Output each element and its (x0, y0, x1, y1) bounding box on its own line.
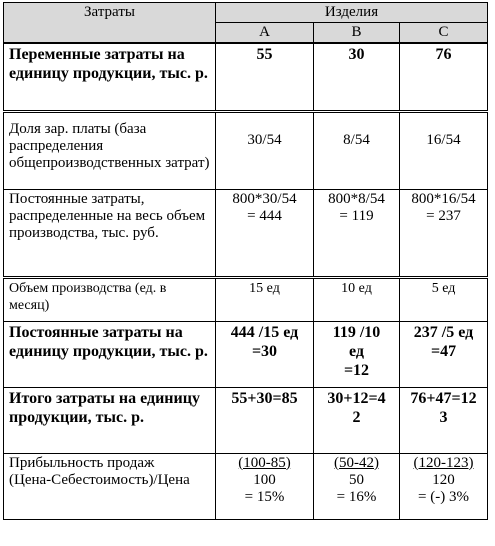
profitability-a-numerator: (100-85) (238, 454, 291, 471)
cell-variable-c: 76 (400, 43, 488, 111)
row-label-production-volume: Объем производства (ед. в месяц) (4, 277, 216, 321)
row-label-variable-costs: Переменные затраты на единицу продукции, тыс. р. (4, 43, 216, 111)
cell-fixed-per-unit-a: 444 /15 ед =30 (216, 321, 314, 387)
cell-fixed-allocated-b: 800*8/54 = 119 (314, 189, 400, 277)
profitability-c-result: 120 = (-) 3% (418, 471, 469, 505)
cell-volume-a: 15 ед (216, 277, 314, 321)
cell-profitability-c (400, 453, 488, 519)
cell-wage-share-a: 30/54 (216, 111, 314, 189)
profitability-a-result: 100 = 15% (244, 471, 285, 505)
cell-total-a: 55+30=85 (216, 387, 314, 453)
cell-wage-share-c: 16/54 (400, 111, 488, 189)
row-label-total-per-unit: Итого затраты на единицу продукции, тыс. р. (4, 387, 216, 453)
header-product-a: А (216, 23, 314, 44)
header-products: Изделия (216, 3, 488, 23)
cell-volume-b: 10 ед (314, 277, 400, 321)
row-label-fixed-allocated: Постоянные затраты, распределенные на весь объем производства, тыс. руб. (4, 189, 216, 277)
cell-fixed-allocated-c: 800*16/54 = 237 (400, 189, 488, 277)
row-label-fixed-per-unit: Постоянные затраты на единицу продукции, тыс. р. (4, 321, 216, 387)
cell-variable-a: 55 (216, 43, 314, 111)
profitability-c-numerator: (120-123) (413, 454, 474, 471)
cell-fixed-per-unit-b: 119 /10 ед =12 (314, 321, 400, 387)
row-label-profitability: Прибыльность продаж (Цена-Себестоимость)/Цена (4, 453, 216, 519)
header-product-c: С (400, 23, 488, 44)
header-costs: Затраты (4, 3, 216, 44)
header-product-b: В (314, 23, 400, 44)
cell-profitability-b (314, 453, 400, 519)
row-label-wage-share: Доля зар. платы (база распределения общепроизводственных затрат) (4, 111, 216, 189)
cell-fixed-per-unit-c: 237 /5 ед =47 (400, 321, 488, 387)
cost-table (3, 2, 488, 520)
profitability-b-numerator: (50-42) (334, 454, 379, 471)
cell-profitability-a (216, 453, 314, 519)
cell-wage-share-b: 8/54 (314, 111, 400, 189)
cell-volume-c: 5 ед (400, 277, 488, 321)
profitability-b-result: 50 = 16% (336, 471, 377, 505)
cell-fixed-allocated-a: 800*30/54 = 444 (216, 189, 314, 277)
cell-total-b: 30+12=4 2 (314, 387, 400, 453)
cell-variable-b: 30 (314, 43, 400, 111)
cell-total-c: 76+47=12 3 (400, 387, 488, 453)
